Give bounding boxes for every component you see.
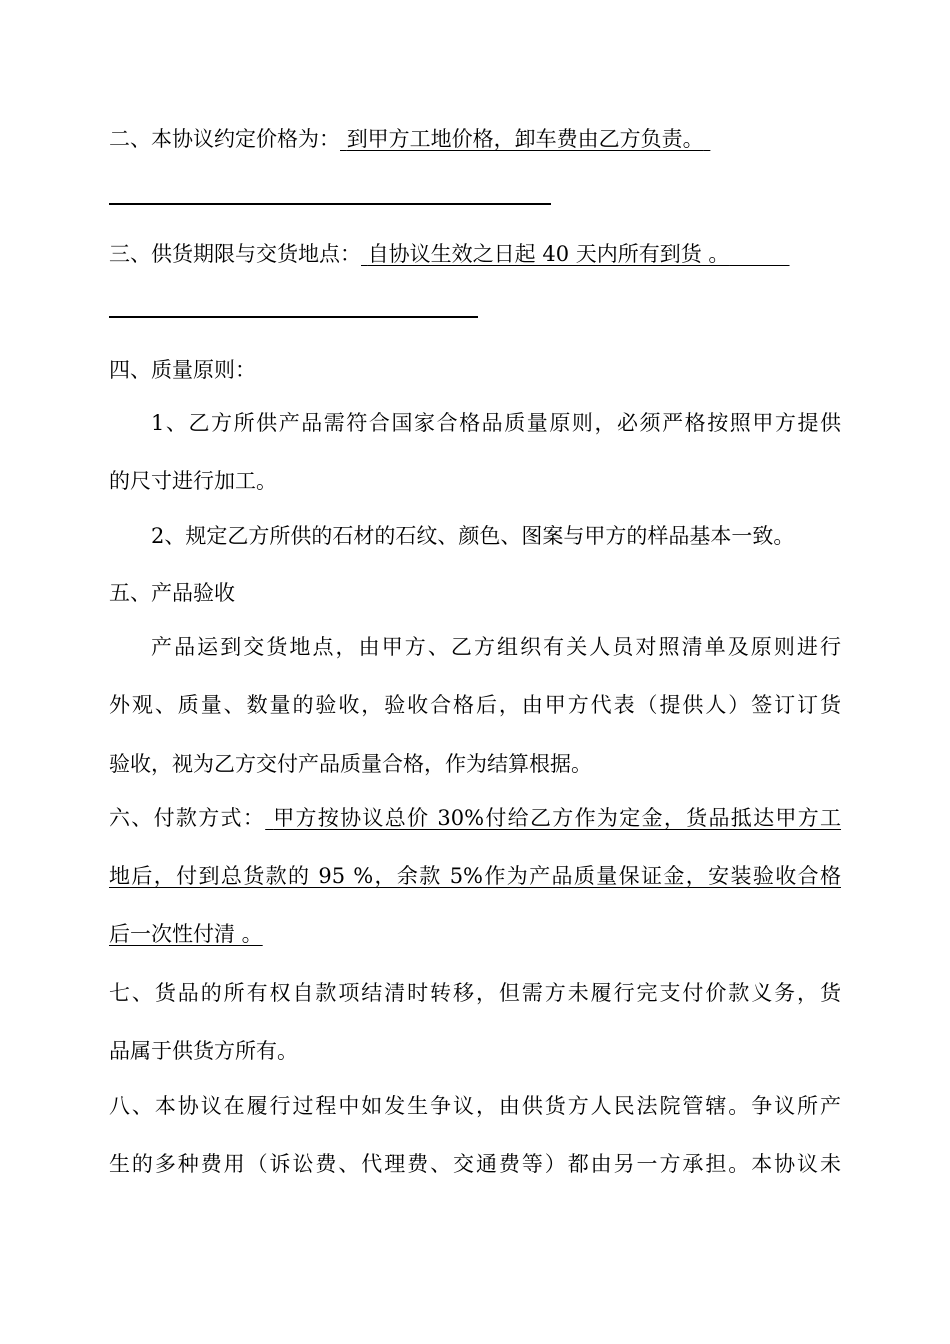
clause-payment-line-3: [109, 919, 841, 949]
clause-price-label: 二、本协议约定价格为：: [109, 127, 340, 151]
blank-line: [109, 316, 478, 318]
blank-line: [109, 203, 551, 205]
quality-item-1-line-1: 1、乙方所供产品需符合国家合格品质量原则，必须严格按照甲方提供: [151, 411, 841, 435]
clause-ownership-line-2: 品属于供货方所有。: [109, 1039, 298, 1063]
clause-payment-label: 六、付款方式：: [109, 806, 266, 830]
document-page: [109, 0, 841, 1344]
acceptance-line-3: 验收，视为乙方交付产品质量合格，作为结算根据。: [109, 752, 592, 776]
clause-delivery-label: 三、供货期限与交货地点：: [109, 242, 361, 266]
clause-dispute-line-1: 八、本协议在履行过程中如发生争议，由供货方人民法院管辖。争议所产: [109, 1094, 841, 1118]
quality-item-1-line-2: 的尺寸进行加工。: [109, 469, 277, 493]
clause-ownership-line-1: 七、货品的所有权自款项结清时转移，但需方未履行完支付价款义务，货: [109, 981, 841, 1005]
acceptance-line-1: 产品运到交货地点，由甲方、乙方组织有关人员对照清单及原则进行: [151, 635, 841, 659]
quality-item-2: 2、规定乙方所供的石材的石纹、颜色、图案与甲方的样品基本一致。: [151, 524, 795, 548]
clause-acceptance-heading: 五、产品验收: [109, 581, 235, 605]
clause-dispute-line-2: 生的多种费用（诉讼费、代理费、交通费等）都由另一方承担。本协议未: [109, 1152, 841, 1176]
clause-delivery: [109, 239, 841, 269]
clause-payment-line-2: [109, 861, 841, 891]
clause-payment-value-2: 地后，付到总货款的 95 %，余款 5%作为产品质量保证金，安装验收合格: [109, 864, 841, 888]
clause-quality-heading: 四、质量原则：: [109, 358, 256, 382]
clause-price-value: 到甲方工地价格，卸车费由乙方负责。: [346, 127, 704, 151]
clause-price: [109, 124, 841, 154]
clause-payment-value-3: 后一次性付清 。: [109, 922, 263, 946]
clause-payment-value-1: 甲方按协议总价 30%付给乙方作为定金，货品抵达甲方工: [273, 806, 842, 830]
clause-delivery-value: 自协议生效之日起 40 天内所有到货 。: [367, 242, 730, 266]
acceptance-line-2: 外观、质量、数量的验收，验收合格后，由甲方代表（提供人）签订订货: [109, 693, 841, 717]
clause-payment-line-1: [109, 803, 841, 833]
